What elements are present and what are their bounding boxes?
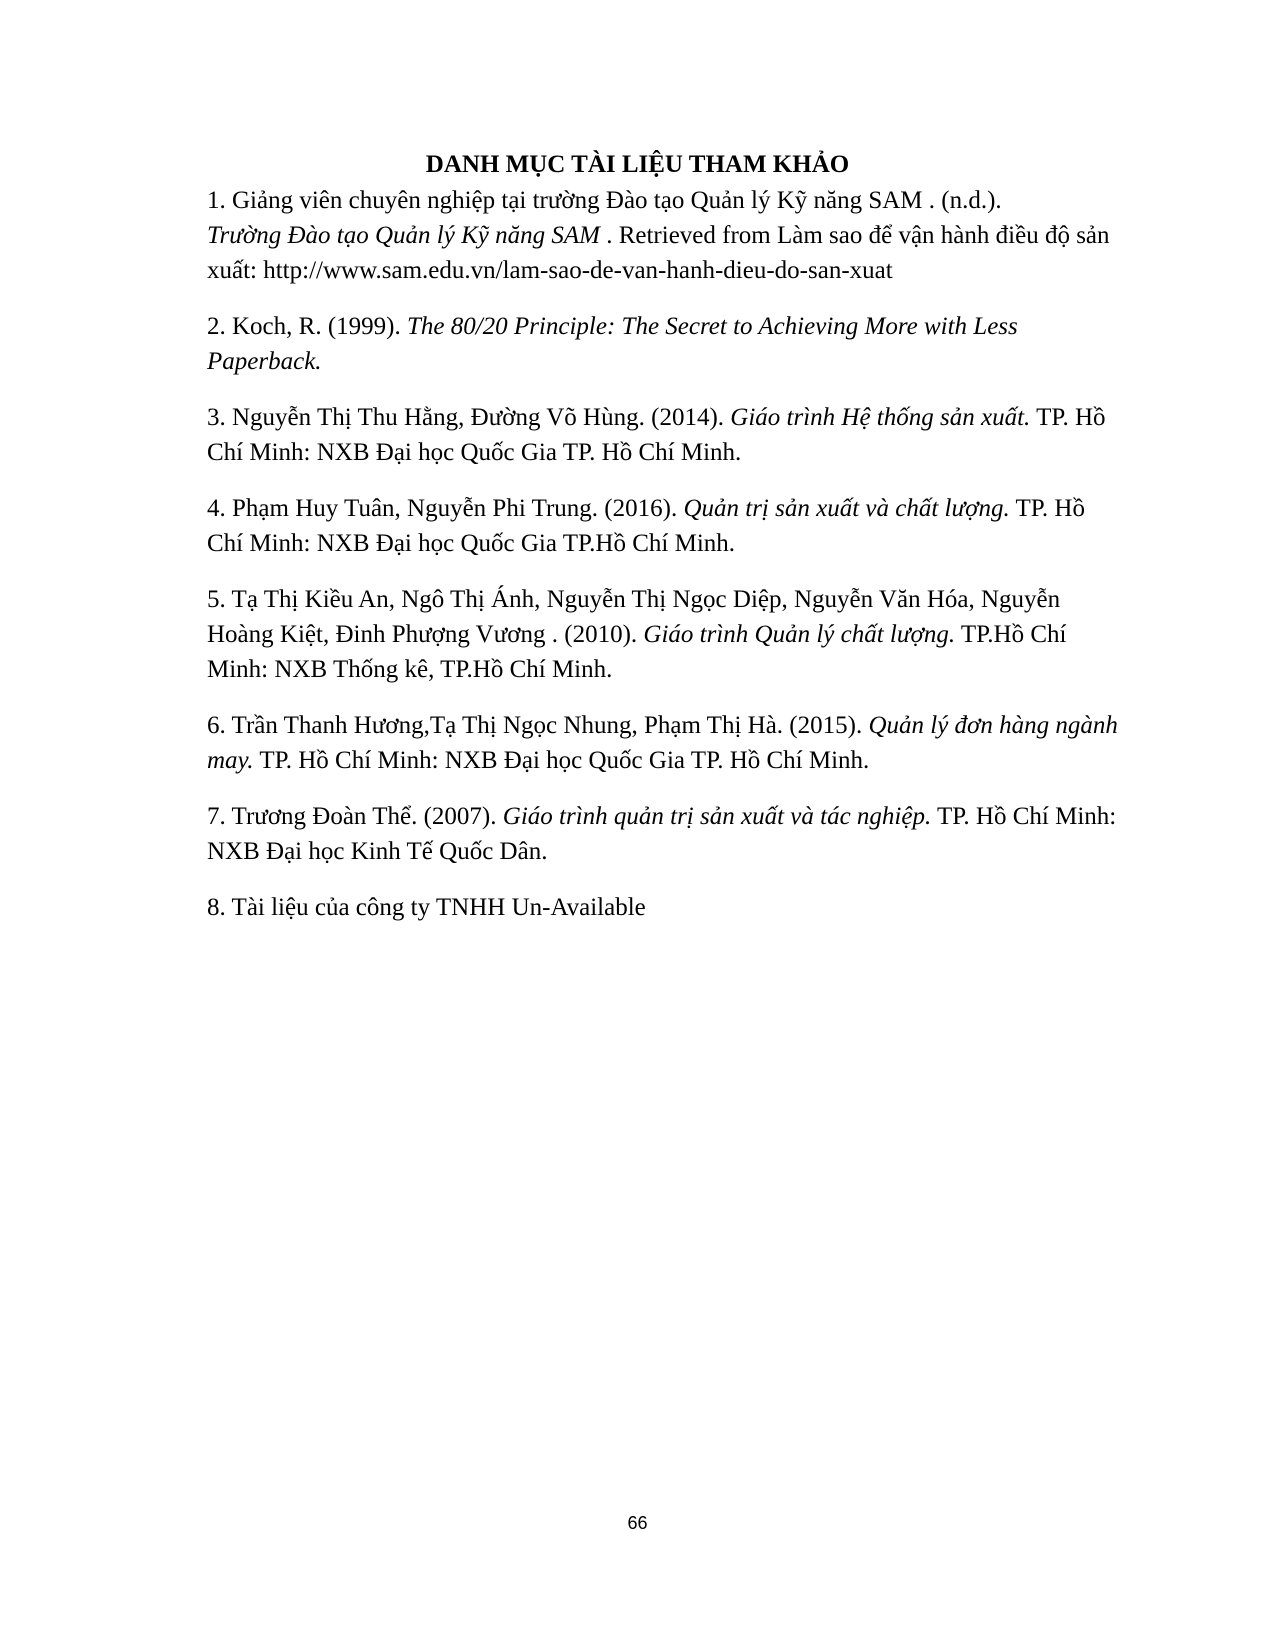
reference-item (207, 890, 1122, 925)
reference-item (207, 400, 1122, 470)
reference-text: TP. Hồ Chí Minh: NXB Đại học Quốc Gia TP.Hồ Chí Minh. (207, 495, 1085, 557)
reference-title: Giáo trình quản trị sản xuất và tác nghiệp. (502, 803, 932, 830)
reference-text: 1. Giảng viên chuyên nghiệp tại trường Đào tạo Quản lý Kỹ năng SAM . (n.d.). (207, 187, 1002, 214)
reference-text: 8. Tài liệu của công ty TNHH Un-Available (207, 894, 646, 921)
reference-title: Trường Đào tạo Quản lý Kỹ năng SAM (207, 222, 600, 249)
reference-text: TP.Hồ Chí Minh: NXB Thống kê, TP.Hồ Chí Minh. (207, 621, 1067, 683)
reference-item (207, 491, 1122, 561)
reference-text: TP. Hồ Chí Minh: NXB Đại học Quốc Gia TP. Hồ Chí Minh. (207, 404, 1106, 466)
reference-item (207, 183, 1122, 288)
reference-item (207, 582, 1122, 687)
reference-title: The 80/20 Principle: The Secret to Achieving More with Less Paperback. (207, 313, 1018, 375)
reference-text: 3. Nguyễn Thị Thu Hằng, Đường Võ Hùng. (2014). (207, 404, 731, 431)
reference-title: Quản trị sản xuất và chất lượng. (683, 495, 1010, 522)
reference-item (207, 309, 1122, 379)
reference-text: 2. Koch, R. (1999). (207, 313, 407, 340)
reference-title: Giáo trình Quản lý chất lượng. (643, 621, 956, 648)
reference-item (207, 708, 1122, 778)
reference-title: Giáo trình Hệ thống sản xuất. (730, 404, 1031, 431)
reference-list (207, 183, 1122, 946)
page-number: 66 (627, 1513, 648, 1533)
reference-text: 7. Trương Đoàn Thể. (2007). (207, 803, 503, 830)
reference-title: Quản lý đơn hàng ngành may. (207, 712, 1118, 774)
reference-text: TP. Hồ Chí Minh: NXB Đại học Quốc Gia TP. Hồ Chí Minh. (253, 747, 870, 774)
reference-item (207, 799, 1122, 869)
reference-text: 5. Tạ Thị Kiều An, Ngô Thị Ánh, Nguyễn Thị Ngọc Diệp, Nguyễn Văn Hóa, Nguyễn Hoàng Kiệt, Đinh Phượng Vương . (2010). (207, 586, 1061, 648)
reference-text: 4. Phạm Huy Tuân, Nguyễn Phi Trung. (2016). (207, 495, 684, 522)
reference-text: . Retrieved from Làm sao để vận hành điều độ sản xuất: http://www.sam.edu.vn/lam-sao-de-van-hanh-dieu-do-san-xuat (207, 222, 1110, 284)
page-title: DANH MỤC TÀI LIỆU THAM KHẢO (425, 151, 850, 178)
reference-text: TP. Hồ Chí Minh: NXB Đại học Kinh Tế Quốc Dân. (207, 803, 1117, 865)
reference-text: 6. Trần Thanh Hương,Tạ Thị Ngọc Nhung, Phạm Thị Hà. (2015). (207, 712, 869, 739)
